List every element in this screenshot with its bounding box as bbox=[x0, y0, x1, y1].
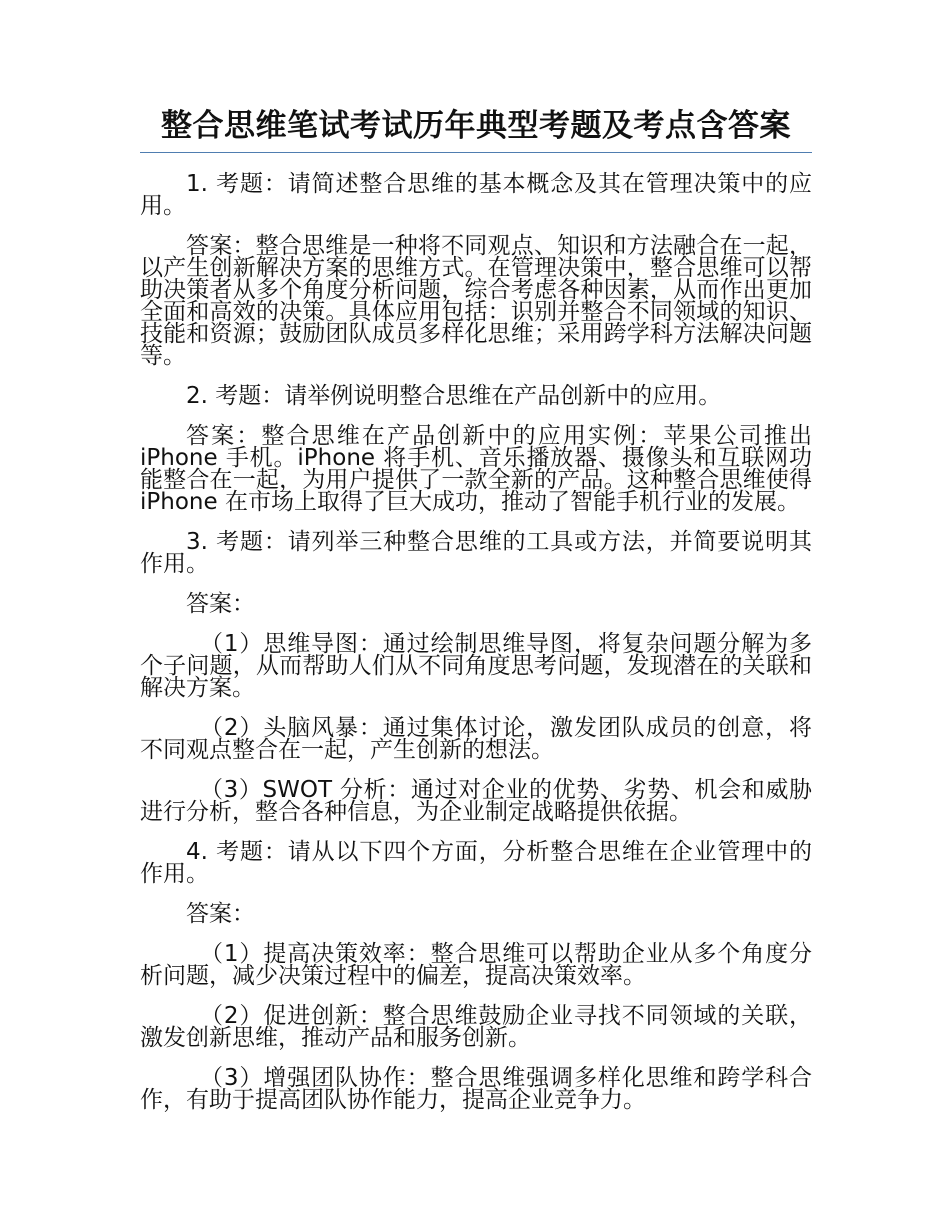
answer-2: 答案：整合思维在产品创新中的应用实例：苹果公司推出 iPhone 手机。iPhone 将手机、音乐播放器、摄像头和互联网功能整合在一起，为用户提供了一款全新的产品。这种整合思维使得 iPhone 在市场上取得了巨大成功，推动了智能手机行业的发展。 bbox=[140, 423, 812, 515]
answer-3-item-3: （3）SWOT 分析：通过对企业的优势、劣势、机会和威胁进行分析，整合各种信息，为企业制定战略提供依据。 bbox=[140, 777, 812, 825]
answer-3-item-2: （2）头脑风暴：通过集体讨论，激发团队成员的创意，将不同观点整合在一起，产生创新的想法。 bbox=[140, 715, 812, 763]
answer-3-label: 答案： bbox=[186, 591, 255, 617]
answer-4-item-1: （1）提高决策效率：整合思维可以帮助企业从多个角度分析问题，减少决策过程中的偏差，提高决策效率。 bbox=[140, 941, 812, 989]
document-page bbox=[140, 100, 812, 1111]
answer-4-label: 答案： bbox=[186, 901, 255, 927]
answer-4-item-3: （3）增强团队协作：整合思维强调多样化思维和跨学科合作，有助于提高团队协作能力，提高企业竞争力。 bbox=[140, 1065, 812, 1113]
document-title: 整合思维笔试考试历年典型考题及考点含答案 bbox=[140, 100, 812, 153]
question-1: 1. 考题：请简述整合思维的基本概念及其在管理决策中的应用。 bbox=[140, 171, 812, 219]
answer-3-item-1: （1）思维导图：通过绘制思维导图，将复杂问题分解为多个子问题，从而帮助人们从不同角度思考问题，发现潜在的关联和解决方案。 bbox=[140, 631, 812, 701]
question-4: 4. 考题：请从以下四个方面，分析整合思维在企业管理中的作用。 bbox=[140, 839, 812, 887]
document-body bbox=[140, 173, 812, 1111]
answer-1: 答案：整合思维是一种将不同观点、知识和方法融合在一起，以产生创新解决方案的思维方式。在管理决策中，整合思维可以帮助决策者从多个角度分析问题，综合考虑各种因素，从而作出更加全面和高效的决策。具体应用包括：识别并整合不同领域的知识、技能和资源；鼓励团队成员多样化思维；采用跨学科方法解决问题等。 bbox=[140, 233, 812, 369]
answer-4-item-2: （2）促进创新：整合思维鼓励企业寻找不同领域的关联，激发创新思维，推动产品和服务创新。 bbox=[140, 1003, 812, 1051]
question-2: 2. 考题：请举例说明整合思维在产品创新中的应用。 bbox=[186, 383, 722, 409]
question-3: 3. 考题：请列举三种整合思维的工具或方法，并简要说明其作用。 bbox=[140, 529, 812, 577]
